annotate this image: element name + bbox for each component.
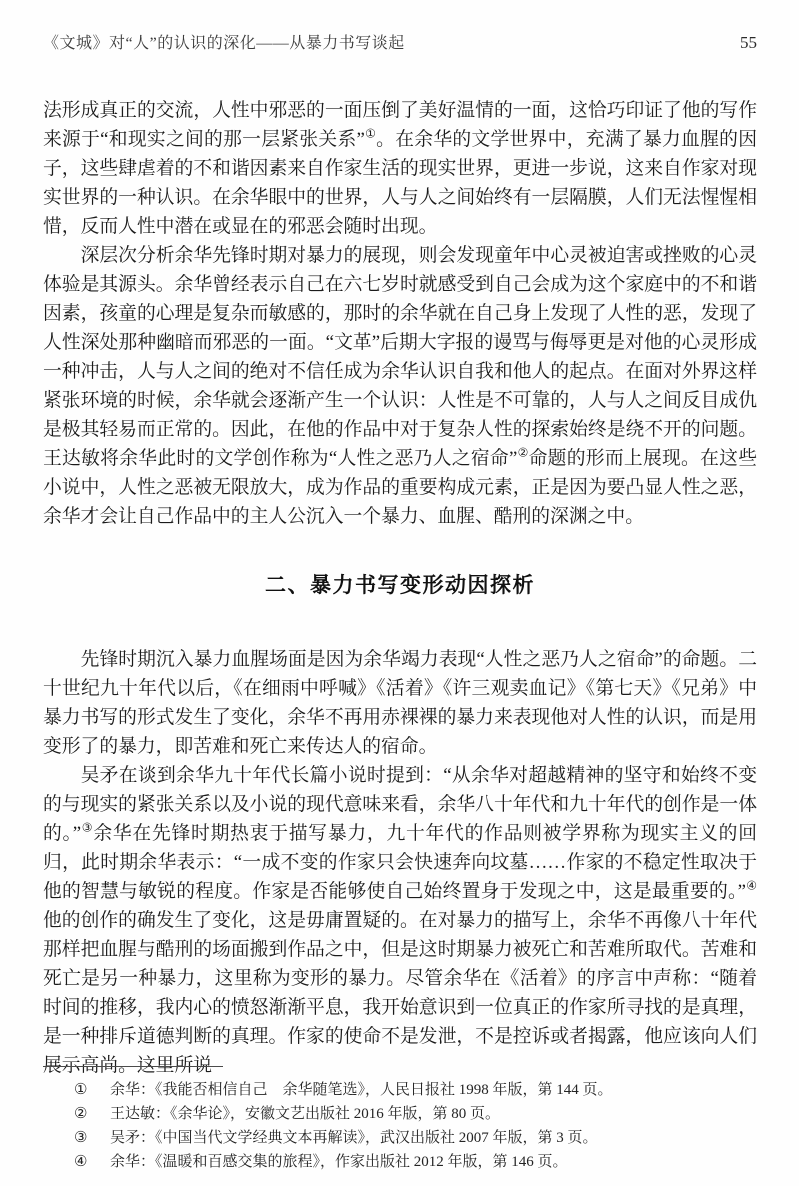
body-paragraph: 深层次分析余华先锋时期对暴力的展现，则会发现童年中心灵被迫害或挫败的心灵体验是其源头。余华曾经表示自己在六七岁时就感受到自己会成为这个家庭中的不和谐因素，孩童的心理是复杂而敏感的，那时的余华就在自己身上发现了人性的恶，发现了人性深处那种幽暗而邪恶的一面。“文革”后期大字报的谩骂与侮辱更是对他的心灵形成一种冲击，人与人之间的绝对不信任成为余华认识自我和他人的起点。在面对外界这样紧张环境的时候，余华就会逐渐产生一个认识：人性是不可靠的，人与人之间反目成仇是极其轻易而正常的。因此，在他的作品中对于复杂人性的探索始终是绕不开的问题。王达敏将余华此时的文学创作称为“人性之恶乃人之宿命”②命题的形而上展现。在这些小说中，人性之恶被无限放大，成为作品的重要构成元素，正是因为要凸显人性之恶，余华才会让自己作品中的主人公沉入一个暴力、血腥、酷刑的深渊之中。 xyxy=(43,245,758,527)
footnote-item xyxy=(43,1102,757,1126)
body-paragraph: 吴矛在谈到余华九十年代长篇小说时提到：“从余华对超越精神的坚守和始终不变的与现实的紧张关系以及小说的现代意味来看，余华八十年代和九十年代的创作是一体的。”③余华在先锋时期热衷于描写暴力，九十年代的作品则被学界称为现实主义的回归，此时期余华表示：“一成不变的作家只会快速奔向坟墓……作家的不稳定性取决于他的智慧与敏锐的程度。作家是否能够使自己始终置身于发现之中，这是最重要的。”④他的创作的确发生了变化，这是毋庸置疑的。在对暴力的描写上，余华不再像八十年代那样把血腥与酷刑的场面搬到作品之中，但是这时期暴力被死亡和苦难所取代。苦难和死亡是另一种暴力，这里称为变形的暴力。尽管余华在《活着》的序言中声称：“随着时间的推移，我内心的愤怒渐渐平息，我开始意识到一位真正的作家所寻找的是真理，是一种排斥道德判断的真理。作家的使命不是发泄，不是控诉或者揭露，他应该向人们展示高尚。这里所说 xyxy=(43,765,757,1076)
footnote-ref: ③ xyxy=(81,820,94,835)
footnote-marker: ① xyxy=(74,1082,88,1098)
footnote-item xyxy=(43,1150,757,1174)
footnote-divider xyxy=(43,1066,223,1067)
footnote-ref: ② xyxy=(517,445,529,460)
footnote-list xyxy=(43,1078,757,1174)
page-number: 55 xyxy=(740,33,757,52)
body-paragraphs xyxy=(43,96,757,1080)
footnote-marker: ④ xyxy=(74,1154,88,1170)
footnote-marker: ② xyxy=(74,1106,88,1122)
running-title: 《文城》对“人”的认识的深化——从暴力书写谈起 xyxy=(43,35,405,52)
footnote-text: 王达敏：《余华论》，安徽文艺出版社 2016 年版，第 80 页。 xyxy=(110,1106,501,1122)
footnote-item xyxy=(43,1078,757,1102)
body-paragraph: 先锋时期沉入暴力血腥场面是因为余华竭力表现“人性之恶乃人之宿命”的命题。二十世纪九十年代以后，《在细雨中呼喊》《活着》《许三观卖血记》《第七天》《兄弟》中暴力书写的形式发生了变化，余华不再用赤裸裸的暴力来表现他对人性的认识，而是用变形了的暴力，即苦难和死亡来传达人的宿命。 xyxy=(43,649,757,757)
footnote-text: 吴矛：《中国当代文学经典文本再解读》，武汉出版社 2007 年版，第 3 页。 xyxy=(110,1130,598,1146)
section-heading: 二、暴力书写变形动因探析 xyxy=(265,573,535,597)
footnote-ref: ④ xyxy=(745,878,757,893)
footnote-item xyxy=(43,1126,757,1150)
footnote-text: 余华：《我能否相信自己 余华随笔选》，人民日报社 1998 年版，第 144 页。 xyxy=(110,1082,613,1098)
footnote-marker: ③ xyxy=(74,1130,88,1146)
body-paragraph: 法形成真正的交流，人性中邪恶的一面压倒了美好温情的一面，这恰巧印证了他的写作来源于“和现实之间的那一层紧张关系”①。在余华的文学世界中，充满了暴力血腥的因子，这些肆虐着的不和谐因素来自作家生活的现实世界，更进一步说，这来自作家对现实世界的一种认识。在余华眼中的世界，人与人之间始终有一层隔膜，人们无法惺惺相惜，反而人性中潜在或显在的邪恶会随时出现。 xyxy=(43,100,757,237)
footnote-text: 余华：《温暖和百感交集的旅程》，作家出版社 2012 年版，第 146 页。 xyxy=(110,1154,568,1170)
footnote-ref: ① xyxy=(364,126,377,141)
page-header xyxy=(43,30,757,53)
footnotes-section xyxy=(43,1066,757,1174)
